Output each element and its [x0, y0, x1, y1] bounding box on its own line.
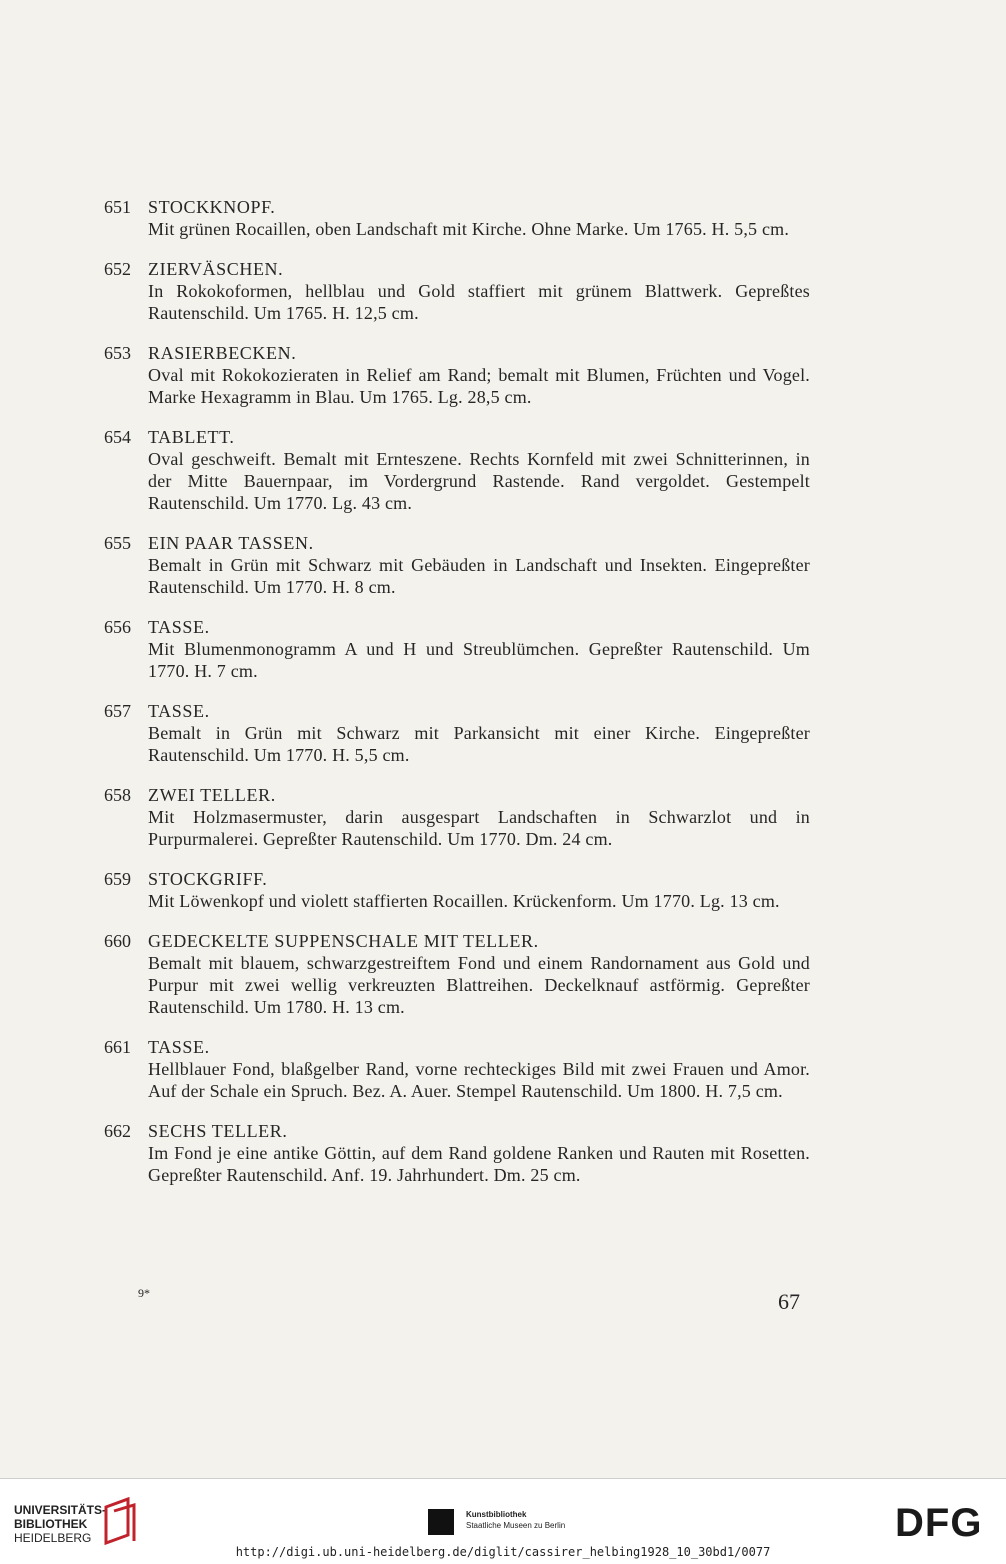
- entry-title: ZIERVÄSCHEN.: [148, 259, 284, 279]
- entry-title: STOCKGRIFF.: [148, 869, 268, 889]
- entry-number: 662: [104, 1121, 131, 1141]
- catalog-entry: [0, 784, 1006, 850]
- uni-line-1: UNIVERSITÄTS-: [14, 1503, 107, 1517]
- entry-number: 654: [104, 427, 131, 447]
- kunstbibliothek-logo-icon: [428, 1509, 454, 1535]
- catalog-entry: [0, 426, 1006, 514]
- entry-description: In Rokokoformen, hellblau und Gold staffiert mit grünem Blattwerk. Gepreßtes Rautenschild. Um 1765. H. 12,5 cm.: [148, 281, 810, 323]
- entry-description: Hellblauer Fond, blaßgelber Rand, vorne rechteckiges Bild mit zwei Frauen und Amor. Auf der Schale ein Spruch. Bez. A. Auer. Stempel Rautenschild. Um 1800. H. 7,5 cm.: [148, 1059, 810, 1101]
- uni-line-2: BIBLIOTHEK: [14, 1517, 88, 1531]
- entry-number: 659: [104, 869, 131, 889]
- entry-description: Im Fond je eine antike Göttin, auf dem Rand goldene Ranken und Rauten mit Rosetten. Gepreßter Rautenschild. Anf. 19. Jahrhundert. Dm. 25 cm.: [148, 1143, 810, 1185]
- entry-description: Oval mit Rokokozieraten in Relief am Rand; bemalt mit Blumen, Früchten und Vogel. Marke Hexagramm in Blau. Um 1765. Lg. 28,5 cm.: [148, 365, 810, 407]
- kb-line-2: Staatliche Museen zu Berlin: [466, 1521, 566, 1530]
- entry-number: 651: [104, 197, 131, 217]
- university-logo-icon: [100, 1497, 140, 1547]
- entry-number: 661: [104, 1037, 131, 1057]
- entry-title: STOCKKNOPF.: [148, 197, 276, 217]
- catalog-entry: [0, 868, 1006, 912]
- entry-title: ZWEI TELLER.: [148, 785, 276, 805]
- entry-number: 655: [104, 533, 131, 553]
- entry-description: Mit Holzmasermuster, darin ausgespart Landschaften in Schwarzlot und in Purpurmalerei. Gepreßter Rautenschild. Um 1770. Dm. 24 cm.: [148, 807, 810, 849]
- entry-number: 658: [104, 785, 131, 805]
- catalog-entry: [0, 616, 1006, 682]
- catalog-entry: [0, 342, 1006, 408]
- entry-number: 656: [104, 617, 131, 637]
- catalog-entry: [0, 930, 1006, 1018]
- catalog-entry: [0, 532, 1006, 598]
- entry-title: GEDECKELTE SUPPENSCHALE MIT TELLER.: [148, 931, 539, 951]
- entry-title: TASSE.: [148, 617, 210, 637]
- entry-title: EIN PAAR TASSEN.: [148, 533, 314, 553]
- entry-description: Oval geschweift. Bemalt mit Ernteszene. Rechts Kornfeld mit zwei Schnitterinnen, in der Mitte Bauernpaar, im Vordergrund Rastende. Rand vergoldet. Gestempelt Rautenschild. Um 1770. Lg. 43 cm.: [148, 449, 810, 513]
- entry-number: 653: [104, 343, 131, 363]
- entry-list: [0, 196, 1006, 1204]
- catalog-entry: [0, 196, 1006, 240]
- page-number: 67: [778, 1289, 800, 1314]
- entry-title: TASSE.: [148, 701, 210, 721]
- entry-description: Mit Blumenmonogramm A und H und Streublümchen. Gepreßter Rautenschild. Um 1770. H. 7 cm.: [148, 639, 810, 681]
- entry-title: SECHS TELLER.: [148, 1121, 288, 1141]
- entry-description: Bemalt in Grün mit Schwarz mit Parkansicht mit einer Kirche. Eingepreßter Rautenschild. Um 1770. H. 5,5 cm.: [148, 723, 810, 765]
- entry-number: 657: [104, 701, 131, 721]
- entry-description: Bemalt mit blauem, schwarzgestreiftem Fond und einem Randornament aus Gold und Purpur mit zwei wellig verkreuzten Blattreihen. Deckelknauf astförmig. Gepreßter Rautenschild. Um 1780. H. 13 cm.: [148, 953, 810, 1017]
- entry-description: Mit Löwenkopf und violett staffierten Rocaillen. Krückenform. Um 1770. Lg. 13 cm.: [148, 891, 780, 911]
- signature-mark: 9*: [138, 1286, 150, 1300]
- catalog-entry: [0, 700, 1006, 766]
- entry-title: TABLETT.: [148, 427, 235, 447]
- catalog-entry: [0, 1120, 1006, 1186]
- dfg-logo: DFG: [895, 1501, 983, 1545]
- catalog-entry: [0, 1036, 1006, 1102]
- kb-line-1: Kunstbibliothek: [466, 1510, 527, 1519]
- catalog-entry: [0, 258, 1006, 324]
- entry-number: 660: [104, 931, 131, 951]
- entry-title: TASSE.: [148, 1037, 210, 1057]
- entry-description: Bemalt in Grün mit Schwarz mit Gebäuden in Landschaft und Insekten. Eingepreßter Rautenschild. Um 1770. H. 8 cm.: [148, 555, 810, 597]
- source-url[interactable]: http://digi.ub.uni-heidelberg.de/diglit/cassirer_helbing1928_10_30bd1/0077: [235, 1545, 771, 1559]
- entry-title: RASIERBECKEN.: [148, 343, 297, 363]
- entry-number: 652: [104, 259, 131, 279]
- kunstbibliothek-label: [466, 1509, 565, 1531]
- uni-line-3: HEIDELBERG: [14, 1531, 92, 1545]
- entry-description: Mit grünen Rocaillen, oben Landschaft mit Kirche. Ohne Marke. Um 1765. H. 5,5 cm.: [148, 219, 790, 239]
- footer-bar: [0, 1478, 1006, 1564]
- university-library-label: [14, 1503, 106, 1545]
